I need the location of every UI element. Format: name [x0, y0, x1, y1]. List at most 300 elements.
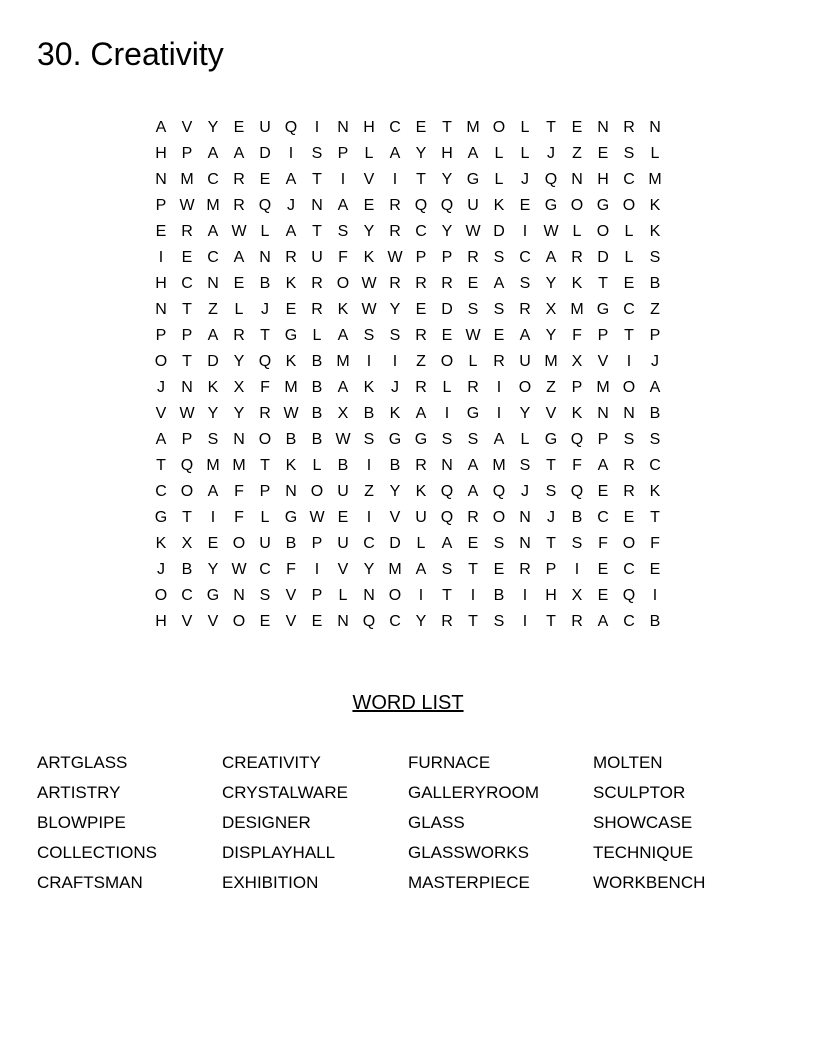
grid-letter: A: [233, 145, 245, 162]
grid-letter: I: [366, 353, 372, 370]
grid-letter: E: [207, 535, 219, 552]
grid-letter: J: [651, 353, 659, 370]
grid-letter: W: [231, 561, 247, 578]
grid-letter: V: [389, 509, 401, 526]
grid-letter: Q: [284, 119, 298, 136]
grid-letter: P: [597, 431, 609, 448]
grid-letter: A: [337, 197, 349, 214]
grid-letter: W: [361, 301, 377, 318]
grid-letter: S: [649, 431, 661, 448]
grid-letter: T: [260, 327, 270, 344]
grid-letter: C: [259, 561, 271, 578]
grid-letter: L: [260, 509, 270, 526]
grid-letter: G: [596, 301, 610, 318]
grid-letter: F: [286, 561, 296, 578]
grid-letter: N: [441, 457, 453, 474]
grid-letter: J: [157, 561, 165, 578]
grid-row: [148, 375, 668, 401]
grid-letter: E: [649, 561, 661, 578]
grid-letter: J: [157, 379, 165, 396]
grid-letter: S: [493, 613, 505, 630]
grid-letter: E: [259, 613, 271, 630]
grid-letter: N: [623, 405, 635, 422]
grid-letter: D: [389, 535, 401, 552]
word-list-item: CRYSTALWARE: [222, 783, 348, 802]
page-title: 30. Creativity: [37, 36, 224, 72]
grid-letter: X: [571, 587, 583, 604]
grid-letter: N: [571, 171, 583, 188]
grid-letter: A: [415, 561, 427, 578]
word-list-item: TECHNIQUE: [593, 843, 694, 862]
grid-letter: L: [442, 379, 452, 396]
grid-letter: V: [207, 613, 219, 630]
grid-letter: L: [312, 327, 322, 344]
grid-letter: I: [158, 249, 164, 266]
grid-letter: S: [363, 431, 375, 448]
grid-letter: L: [624, 223, 634, 240]
grid-row: [148, 297, 668, 323]
grid-letter: I: [210, 509, 216, 526]
grid-letter: H: [155, 145, 167, 162]
grid-letter: E: [233, 275, 245, 292]
grid-letter: K: [155, 535, 167, 552]
grid-letter: O: [154, 353, 168, 370]
grid-row: [148, 245, 668, 271]
grid-letter: F: [572, 327, 582, 344]
grid-letter: S: [207, 431, 219, 448]
grid-letter: R: [415, 457, 427, 474]
grid-letter: Y: [207, 405, 219, 422]
grid-letter: C: [207, 171, 219, 188]
grid-letter: P: [545, 561, 557, 578]
grid-letter: S: [623, 431, 635, 448]
grid-letter: C: [363, 535, 375, 552]
grid-letter: U: [415, 509, 427, 526]
grid-letter: K: [337, 301, 349, 318]
grid-row: [148, 193, 668, 219]
grid-letter: Q: [180, 457, 194, 474]
grid-letter: M: [180, 171, 194, 188]
grid-letter: Z: [208, 301, 218, 318]
grid-letter: A: [467, 145, 479, 162]
grid-letter: L: [520, 145, 530, 162]
grid-letter: Z: [546, 379, 556, 396]
grid-letter: I: [522, 223, 528, 240]
grid-letter: W: [179, 405, 195, 422]
grid-letter: E: [337, 509, 349, 526]
grid-letter: B: [285, 431, 297, 448]
word-list-item: EXHIBITION: [222, 873, 319, 892]
grid-letter: Q: [440, 509, 454, 526]
grid-letter: M: [596, 379, 610, 396]
grid-letter: N: [597, 119, 609, 136]
word-list-item: DESIGNER: [222, 813, 311, 832]
grid-letter: S: [545, 483, 557, 500]
grid-letter: I: [496, 379, 502, 396]
grid-letter: A: [337, 327, 349, 344]
grid-letter: B: [649, 405, 661, 422]
grid-letter: Q: [440, 197, 454, 214]
grid-letter: V: [545, 405, 557, 422]
grid-letter: Z: [364, 483, 374, 500]
word-list-item: BLOWPIPE: [37, 813, 126, 832]
grid-letter: O: [154, 587, 168, 604]
word-list-item: ARTGLASS: [37, 753, 128, 772]
grid-letter: W: [543, 223, 559, 240]
grid-letter: E: [441, 327, 453, 344]
grid-letter: C: [207, 249, 219, 266]
grid-letter: U: [259, 535, 271, 552]
grid-letter: O: [310, 483, 324, 500]
grid-letter: L: [520, 431, 530, 448]
grid-letter: S: [623, 145, 635, 162]
grid-letter: W: [335, 431, 351, 448]
grid-letter: D: [441, 301, 453, 318]
grid-letter: C: [623, 561, 635, 578]
word-list-title: WORD LIST: [352, 692, 464, 714]
grid-letter: U: [519, 353, 531, 370]
grid-letter: O: [388, 587, 402, 604]
grid-letter: T: [546, 457, 556, 474]
grid-letter: Y: [415, 145, 427, 162]
grid-letter: B: [311, 431, 323, 448]
grid-letter: S: [467, 301, 479, 318]
grid-letter: E: [415, 301, 427, 318]
grid-letter: P: [181, 327, 193, 344]
grid-letter: G: [414, 431, 428, 448]
grid-letter: A: [155, 119, 167, 136]
grid-letter: Q: [414, 197, 428, 214]
grid-letter: R: [623, 457, 635, 474]
grid-letter: Z: [416, 353, 426, 370]
grid-letter: S: [649, 249, 661, 266]
grid-letter: N: [155, 301, 167, 318]
grid-letter: Q: [258, 353, 272, 370]
grid-letter: K: [649, 197, 661, 214]
grid-letter: I: [392, 171, 398, 188]
grid-letter: G: [206, 587, 220, 604]
grid-letter: O: [492, 119, 506, 136]
grid-letter: M: [544, 353, 558, 370]
grid-letter: Y: [519, 405, 531, 422]
grid-letter: U: [259, 119, 271, 136]
grid-letter: B: [311, 353, 323, 370]
grid-letter: P: [181, 145, 193, 162]
grid-letter: G: [388, 431, 402, 448]
grid-letter: N: [285, 483, 297, 500]
grid-letter: F: [234, 483, 244, 500]
grid-letter: H: [441, 145, 453, 162]
grid-letter: I: [444, 405, 450, 422]
grid-letter: E: [467, 535, 479, 552]
grid-letter: T: [468, 561, 478, 578]
grid-letter: T: [182, 301, 192, 318]
grid-letter: M: [336, 353, 350, 370]
word-list-item: CREATIVITY: [222, 753, 321, 772]
grid-letter: O: [336, 275, 350, 292]
grid-letter: M: [648, 171, 662, 188]
grid-letter: Q: [492, 483, 506, 500]
grid-letter: K: [285, 457, 297, 474]
grid-letter: E: [467, 275, 479, 292]
grid-letter: R: [493, 353, 505, 370]
grid-letter: E: [623, 275, 635, 292]
grid-letter: A: [441, 535, 453, 552]
grid-letter: K: [207, 379, 219, 396]
grid-letter: K: [415, 483, 427, 500]
grid-letter: Y: [233, 353, 245, 370]
grid-letter: K: [285, 353, 297, 370]
grid-letter: B: [493, 587, 505, 604]
grid-letter: O: [622, 535, 636, 552]
grid-letter: S: [467, 431, 479, 448]
grid-letter: T: [598, 275, 608, 292]
grid-row: [148, 167, 668, 193]
grid-letter: I: [470, 587, 476, 604]
grid-letter: F: [650, 535, 660, 552]
grid-letter: P: [337, 145, 349, 162]
grid-letter: L: [468, 353, 478, 370]
grid-letter: O: [258, 431, 272, 448]
grid-letter: E: [181, 249, 193, 266]
grid-letter: G: [544, 197, 558, 214]
grid-row: [148, 115, 668, 141]
grid-letter: T: [624, 327, 634, 344]
grid-letter: A: [649, 379, 661, 396]
grid-letter: W: [465, 223, 481, 240]
grid-row: [148, 609, 668, 635]
grid-letter: R: [519, 561, 531, 578]
grid-letter: O: [622, 379, 636, 396]
grid-letter: S: [519, 275, 531, 292]
grid-letter: D: [207, 353, 219, 370]
grid-letter: P: [311, 587, 323, 604]
grid-letter: T: [260, 457, 270, 474]
grid-letter: J: [287, 197, 295, 214]
grid-letter: R: [233, 327, 245, 344]
grid-letter: W: [361, 275, 377, 292]
grid-letter: O: [180, 483, 194, 500]
grid-letter: H: [155, 613, 167, 630]
word-list-item: GLASS: [408, 813, 465, 832]
grid-letter: I: [288, 145, 294, 162]
grid-letter: L: [494, 171, 504, 188]
grid-letter: L: [338, 587, 348, 604]
word-list-item: MASTERPIECE: [408, 873, 530, 892]
grid-letter: A: [597, 613, 609, 630]
grid-letter: I: [522, 613, 528, 630]
grid-letter: P: [597, 327, 609, 344]
grid-letter: T: [182, 509, 192, 526]
grid-letter: E: [415, 119, 427, 136]
grid-letter: T: [312, 223, 322, 240]
grid-letter: E: [623, 509, 635, 526]
grid-letter: E: [155, 223, 167, 240]
grid-letter: A: [493, 431, 505, 448]
grid-letter: Z: [572, 145, 582, 162]
grid-letter: Y: [389, 483, 401, 500]
grid-letter: E: [597, 587, 609, 604]
grid-letter: O: [622, 197, 636, 214]
grid-letter: Z: [650, 301, 660, 318]
grid-letter: T: [442, 119, 452, 136]
grid-letter: C: [649, 457, 661, 474]
grid-row: [148, 219, 668, 245]
grid-letter: T: [156, 457, 166, 474]
grid-letter: E: [597, 483, 609, 500]
grid-letter: Y: [363, 561, 375, 578]
grid-letter: T: [468, 613, 478, 630]
grid-letter: N: [311, 197, 323, 214]
grid-letter: X: [233, 379, 245, 396]
grid-letter: L: [520, 119, 530, 136]
grid-letter: A: [233, 249, 245, 266]
grid-letter: R: [415, 275, 427, 292]
grid-letter: P: [155, 197, 167, 214]
grid-letter: Q: [258, 197, 272, 214]
grid-letter: F: [234, 509, 244, 526]
grid-letter: I: [496, 405, 502, 422]
word-list-column: [37, 748, 222, 898]
grid-letter: K: [571, 275, 583, 292]
grid-letter: J: [547, 145, 555, 162]
grid-letter: E: [519, 197, 531, 214]
grid-letter: G: [284, 327, 298, 344]
grid-letter: D: [493, 223, 505, 240]
grid-letter: E: [597, 561, 609, 578]
grid-letter: C: [623, 171, 635, 188]
grid-letter: N: [181, 379, 193, 396]
grid-letter: S: [493, 249, 505, 266]
grid-letter: N: [155, 171, 167, 188]
grid-letter: U: [337, 535, 349, 552]
grid-letter: B: [649, 275, 661, 292]
word-list-item: SCULPTOR: [593, 783, 686, 802]
grid-letter: B: [389, 457, 401, 474]
grid-row: [148, 141, 668, 167]
grid-letter: I: [522, 587, 528, 604]
grid-letter: N: [337, 613, 349, 630]
grid-letter: M: [206, 457, 220, 474]
grid-row: [148, 323, 668, 349]
grid-letter: K: [389, 405, 401, 422]
grid-letter: D: [259, 145, 271, 162]
grid-letter: L: [624, 249, 634, 266]
grid-letter: Y: [207, 561, 219, 578]
grid-letter: A: [545, 249, 557, 266]
grid-letter: T: [182, 353, 192, 370]
grid-letter: R: [233, 171, 245, 188]
grid-letter: N: [337, 119, 349, 136]
grid-letter: N: [233, 587, 245, 604]
grid-letter: A: [467, 483, 479, 500]
grid-letter: E: [285, 301, 297, 318]
grid-row: [148, 271, 668, 297]
grid-letter: W: [465, 327, 481, 344]
grid-letter: G: [154, 509, 168, 526]
grid-letter: T: [442, 587, 452, 604]
grid-letter: W: [387, 249, 403, 266]
grid-letter: R: [233, 197, 245, 214]
grid-letter: E: [311, 613, 323, 630]
grid-letter: S: [571, 535, 583, 552]
grid-letter: M: [388, 561, 402, 578]
grid-letter: K: [649, 483, 661, 500]
grid-letter: H: [597, 171, 609, 188]
grid-letter: C: [389, 119, 401, 136]
grid-letter: W: [231, 223, 247, 240]
grid-letter: L: [260, 223, 270, 240]
grid-letter: G: [284, 509, 298, 526]
word-list-item: GLASSWORKS: [408, 843, 529, 862]
grid-letter: K: [363, 249, 375, 266]
grid-letter: R: [519, 301, 531, 318]
grid-letter: R: [389, 223, 401, 240]
grid-letter: K: [571, 405, 583, 422]
grid-letter: O: [492, 509, 506, 526]
grid-letter: R: [571, 249, 583, 266]
grid-letter: L: [364, 145, 374, 162]
grid-letter: D: [597, 249, 609, 266]
grid-letter: I: [652, 587, 658, 604]
grid-letter: R: [441, 613, 453, 630]
grid-letter: R: [623, 483, 635, 500]
grid-letter: U: [311, 249, 323, 266]
grid-letter: E: [233, 119, 245, 136]
grid-letter: R: [389, 197, 401, 214]
grid-letter: A: [337, 379, 349, 396]
grid-letter: Y: [233, 405, 245, 422]
grid-letter: V: [155, 405, 167, 422]
grid-letter: U: [467, 197, 479, 214]
grid-letter: V: [337, 561, 349, 578]
grid-letter: P: [311, 535, 323, 552]
grid-letter: Q: [622, 587, 636, 604]
grid-letter: Q: [570, 431, 584, 448]
grid-letter: T: [546, 613, 556, 630]
grid-letter: E: [493, 327, 505, 344]
grid-letter: M: [206, 197, 220, 214]
grid-letter: P: [441, 249, 453, 266]
grid-letter: I: [314, 119, 320, 136]
grid-letter: V: [285, 587, 297, 604]
grid-letter: P: [571, 379, 583, 396]
grid-letter: E: [597, 145, 609, 162]
grid-letter: R: [415, 327, 427, 344]
word-list-item: SHOWCASE: [593, 813, 693, 832]
grid-letter: L: [416, 535, 426, 552]
grid-letter: O: [440, 353, 454, 370]
grid-letter: T: [546, 535, 556, 552]
grid-letter: I: [418, 587, 424, 604]
grid-letter: F: [338, 249, 348, 266]
grid-letter: L: [650, 145, 660, 162]
grid-letter: V: [285, 613, 297, 630]
grid-letter: J: [521, 483, 529, 500]
grid-letter: G: [596, 197, 610, 214]
grid-letter: Y: [441, 171, 453, 188]
grid-letter: N: [259, 249, 271, 266]
word-list-item: DISPLAYHALL: [222, 843, 336, 862]
word-list-item: CRAFTSMAN: [37, 873, 143, 892]
grid-letter: N: [207, 275, 219, 292]
grid-letter: S: [493, 301, 505, 318]
word-list-item: GALLERYROOM: [408, 783, 540, 802]
grid-letter: X: [181, 535, 193, 552]
grid-letter: S: [389, 327, 401, 344]
grid-letter: A: [207, 145, 219, 162]
grid-letter: B: [285, 535, 297, 552]
